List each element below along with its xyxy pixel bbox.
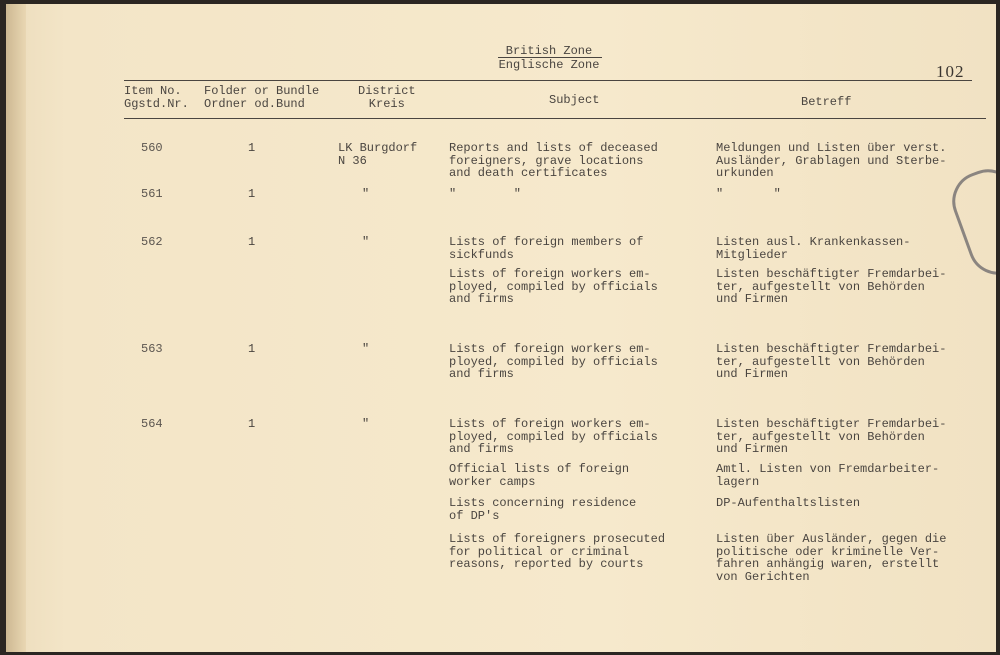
item-number: 564 (141, 417, 163, 431)
page-binding-edge (6, 4, 26, 652)
district-name: LK Burgdorf N 36 (338, 141, 418, 168)
item-number: 563 (141, 342, 163, 356)
betreff-entry: Listen beschäftigter Fremdarbei- ter, aufgestellt von Behörden und Firmen (716, 417, 947, 456)
betreff-entry: Amtl. Listen von Fremdarbeiter- lagern (716, 462, 940, 489)
subject-entry: Lists of foreign workers em- ployed, compiled by officials and firms (449, 267, 658, 306)
header-bottom-rule (124, 118, 986, 119)
column-header-item: Item No. Ggstd.Nr. (124, 84, 189, 111)
folder-count: 1 (248, 141, 256, 155)
subject-entry: Lists concerning residence of DP's (449, 496, 637, 523)
betreff-entry: Meldungen und Listen über verst. Ausländer, Grablagen und Sterbe- urkunden (716, 141, 947, 180)
paper-clip (944, 161, 996, 283)
folder-count: 1 (248, 187, 256, 201)
district-name: " (362, 235, 370, 249)
betreff-entry: DP-Aufenthaltslisten (716, 496, 861, 510)
subject-entry: Lists of foreign workers em- ployed, compiled by officials and firms (449, 342, 658, 381)
folder-count: 1 (248, 342, 256, 356)
betreff-entry: Listen über Ausländer, gegen die politische oder kriminelle Ver- fahren anhängig waren, erstellt von Gerichten (716, 532, 947, 584)
subject-entry: Lists of foreign workers em- ployed, compiled by officials and firms (449, 417, 658, 456)
page-number: 102 (936, 62, 965, 81)
subject-entry: Reports and lists of deceased foreigners, grave locations and death certificates (449, 141, 658, 180)
column-header-folder: Folder or Bundle Ordner od.Bund (204, 84, 320, 111)
column-header-district: District Kreis (358, 84, 416, 111)
subject-entry: Lists of foreigners prosecuted for political or criminal reasons, reported by courts (449, 532, 666, 571)
column-header-betreff: Betreff (801, 95, 852, 109)
betreff-entry: Listen beschäftigter Fremdarbei- ter, aufgestellt von Behörden und Firmen (716, 267, 947, 306)
folder-count: 1 (248, 417, 256, 431)
header-top-rule (124, 80, 972, 81)
betreff-entry: Listen ausl. Krankenkassen- Mitglieder (716, 235, 911, 262)
document-page (6, 4, 996, 652)
column-header-subject: Subject (549, 93, 600, 107)
subject-entry: " " (449, 187, 522, 201)
district-name: " (362, 342, 370, 356)
district-name: " (362, 187, 370, 201)
item-number: 561 (141, 187, 163, 201)
zone-title-german: Englische Zone (498, 58, 600, 72)
betreff-entry: Listen beschäftigter Fremdarbei- ter, aufgestellt von Behörden und Firmen (716, 342, 947, 381)
subject-entry: Lists of foreign members of sickfunds (449, 235, 644, 262)
district-name: " (362, 417, 370, 431)
item-number: 562 (141, 235, 163, 249)
zone-title-english: British Zone (505, 44, 593, 58)
folder-count: 1 (248, 235, 256, 249)
betreff-entry: " " (716, 187, 781, 201)
subject-entry: Official lists of foreign worker camps (449, 462, 630, 489)
item-number: 560 (141, 141, 163, 155)
